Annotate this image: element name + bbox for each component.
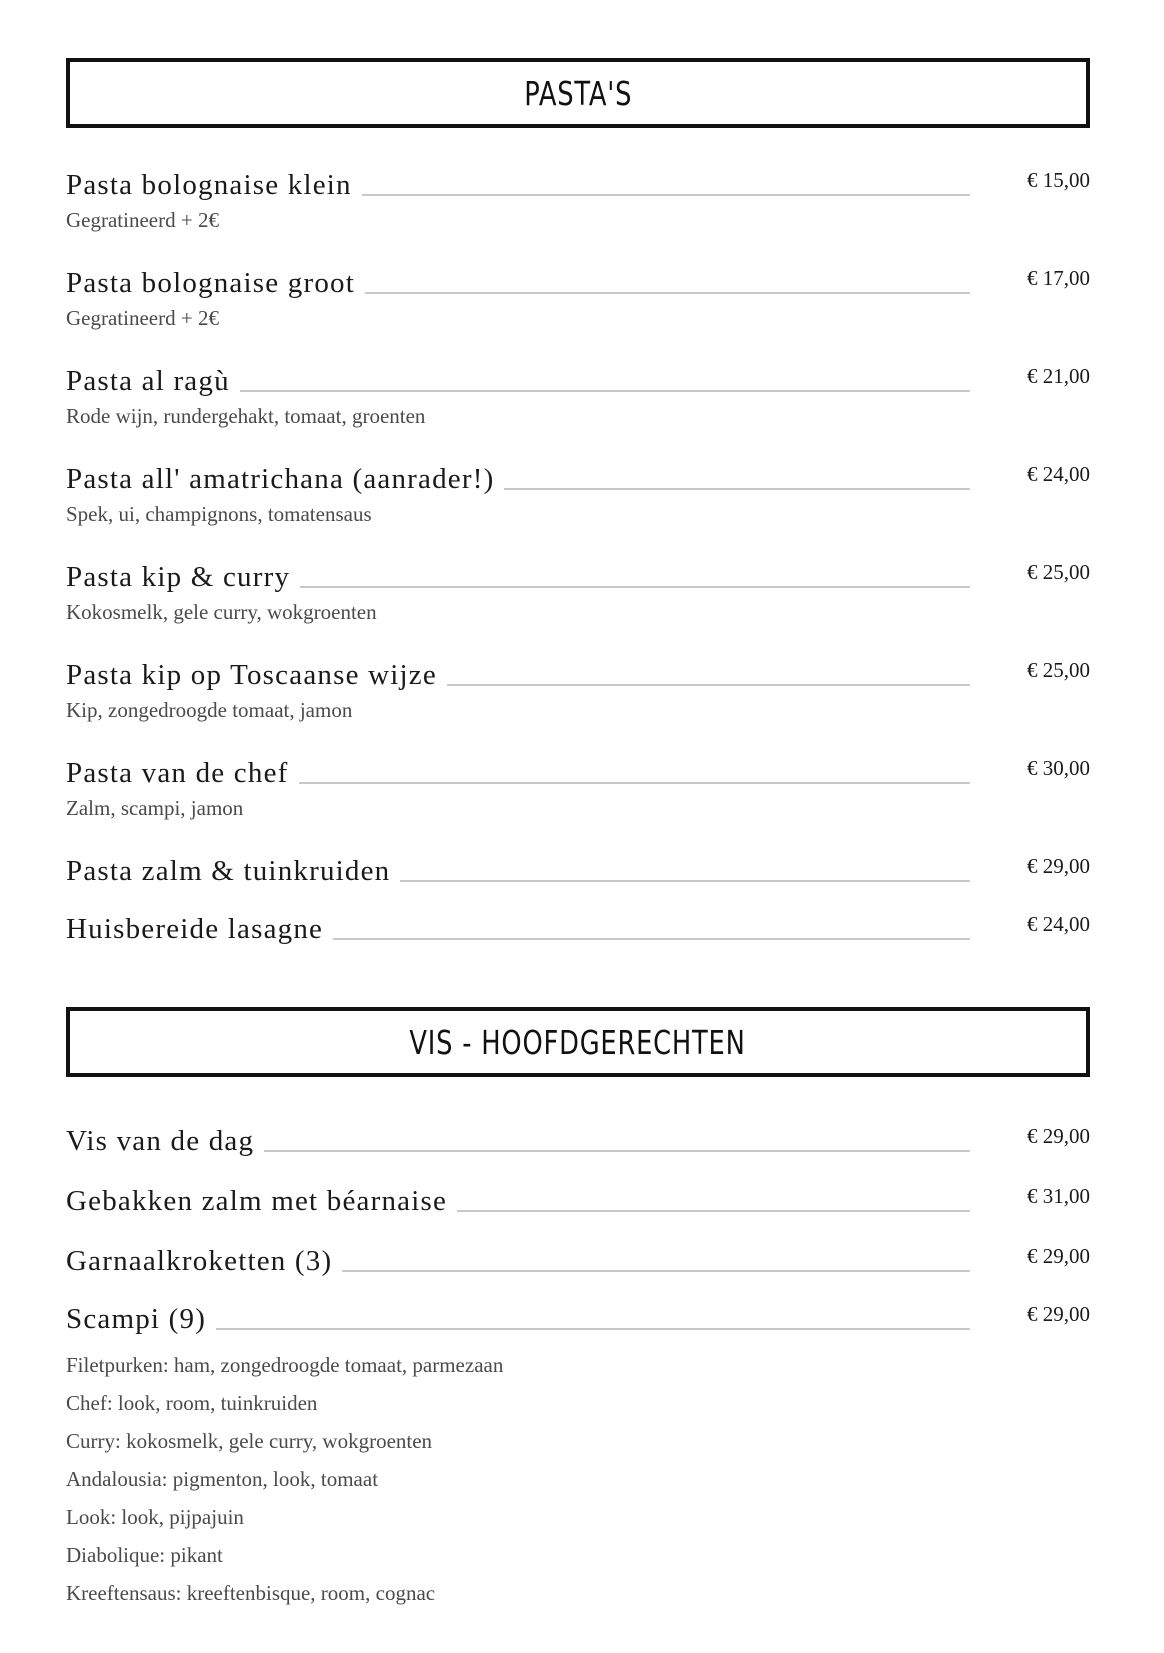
item-price: € 15,00 [1027,168,1090,192]
section-header-pastas [66,58,1090,128]
menu-item [66,1242,1090,1276]
menu-item [66,1122,1090,1156]
list-item: Andalousia: pigmenton, look, tomaat [66,1467,379,1491]
item-price: € 29,00 [1027,1124,1090,1148]
menu-item [66,1300,1090,1334]
menu-item [66,1182,1090,1216]
item-name: Garnaalkroketten (3) [66,1245,333,1277]
list-item: Kreeftensaus: kreeftenbisque, room, cognac [66,1581,436,1605]
list-item: Look: look, pijpajuin [66,1505,244,1529]
item-description: Kokosmelk, gele curry, wokgroenten [66,600,377,624]
dotted-leader [299,782,970,784]
item-price: € 29,00 [1027,1244,1090,1268]
menu-item [66,910,1090,944]
item-price: € 17,00 [1027,266,1090,290]
item-description: Gegratineerd + 2€ [66,306,219,330]
dotted-leader [365,292,970,294]
scampi-options-list [66,1353,866,1619]
dotted-leader [240,390,970,392]
item-price: € 29,00 [1027,854,1090,878]
item-name: Scampi (9) [66,1303,207,1335]
item-name: Pasta zalm & tuinkruiden [66,855,391,887]
item-price: € 25,00 [1027,560,1090,584]
menu-item [66,558,1090,624]
list-item: Filetpurken: ham, zongedroogde tomaat, parmezaan [66,1353,504,1377]
dotted-leader [400,880,970,882]
item-name: Pasta kip op Toscaanse wijze [66,659,437,691]
item-description: Spek, ui, champignons, tomatensaus [66,502,372,526]
item-name: Pasta all' amatrichana (aanrader!) [66,463,495,495]
item-price: € 30,00 [1027,756,1090,780]
menu-item [66,754,1090,820]
item-name: Pasta bolognaise groot [66,267,355,299]
dotted-leader [216,1328,970,1330]
item-price: € 29,00 [1027,1302,1090,1326]
menu-item [66,852,1090,886]
item-name: Huisbereide lasagne [66,913,324,945]
menu-item [66,166,1090,232]
menu-item [66,362,1090,428]
item-price: € 31,00 [1027,1184,1090,1208]
item-price: € 24,00 [1027,462,1090,486]
dotted-leader [362,194,970,196]
dotted-leader [333,938,970,940]
menu-item [66,460,1090,526]
list-item: Diabolique: pikant [66,1543,223,1567]
dotted-leader [447,684,970,686]
item-price: € 25,00 [1027,658,1090,682]
dotted-leader [300,586,970,588]
menu-item [66,264,1090,330]
item-description: Zalm, scampi, jamon [66,796,244,820]
section-title: PASTA'S [523,73,633,113]
section-header-vis [66,1007,1090,1077]
item-description: Rode wijn, rundergehakt, tomaat, groenten [66,404,426,428]
section-title: VIS - HOOFDGERECHTEN [409,1022,747,1062]
list-item: Chef: look, room, tuinkruiden [66,1391,318,1415]
list-item: Curry: kokosmelk, gele curry, wokgroenten [66,1429,433,1453]
item-price: € 24,00 [1027,912,1090,936]
menu-item [66,656,1090,722]
item-description: Gegratineerd + 2€ [66,208,219,232]
dotted-leader [264,1150,970,1152]
item-name: Gebakken zalm met béarnaise [66,1185,448,1217]
item-name: Pasta kip & curry [66,561,291,593]
item-name: Pasta bolognaise klein [66,169,352,201]
item-name: Pasta van de chef [66,757,289,789]
item-name: Pasta al ragù [66,365,230,397]
dotted-leader [342,1270,970,1272]
dotted-leader [457,1210,970,1212]
dotted-leader [504,488,970,490]
item-description: Kip, zongedroogde tomaat, jamon [66,698,353,722]
item-name: Vis van de dag [66,1125,255,1157]
item-price: € 21,00 [1027,364,1090,388]
